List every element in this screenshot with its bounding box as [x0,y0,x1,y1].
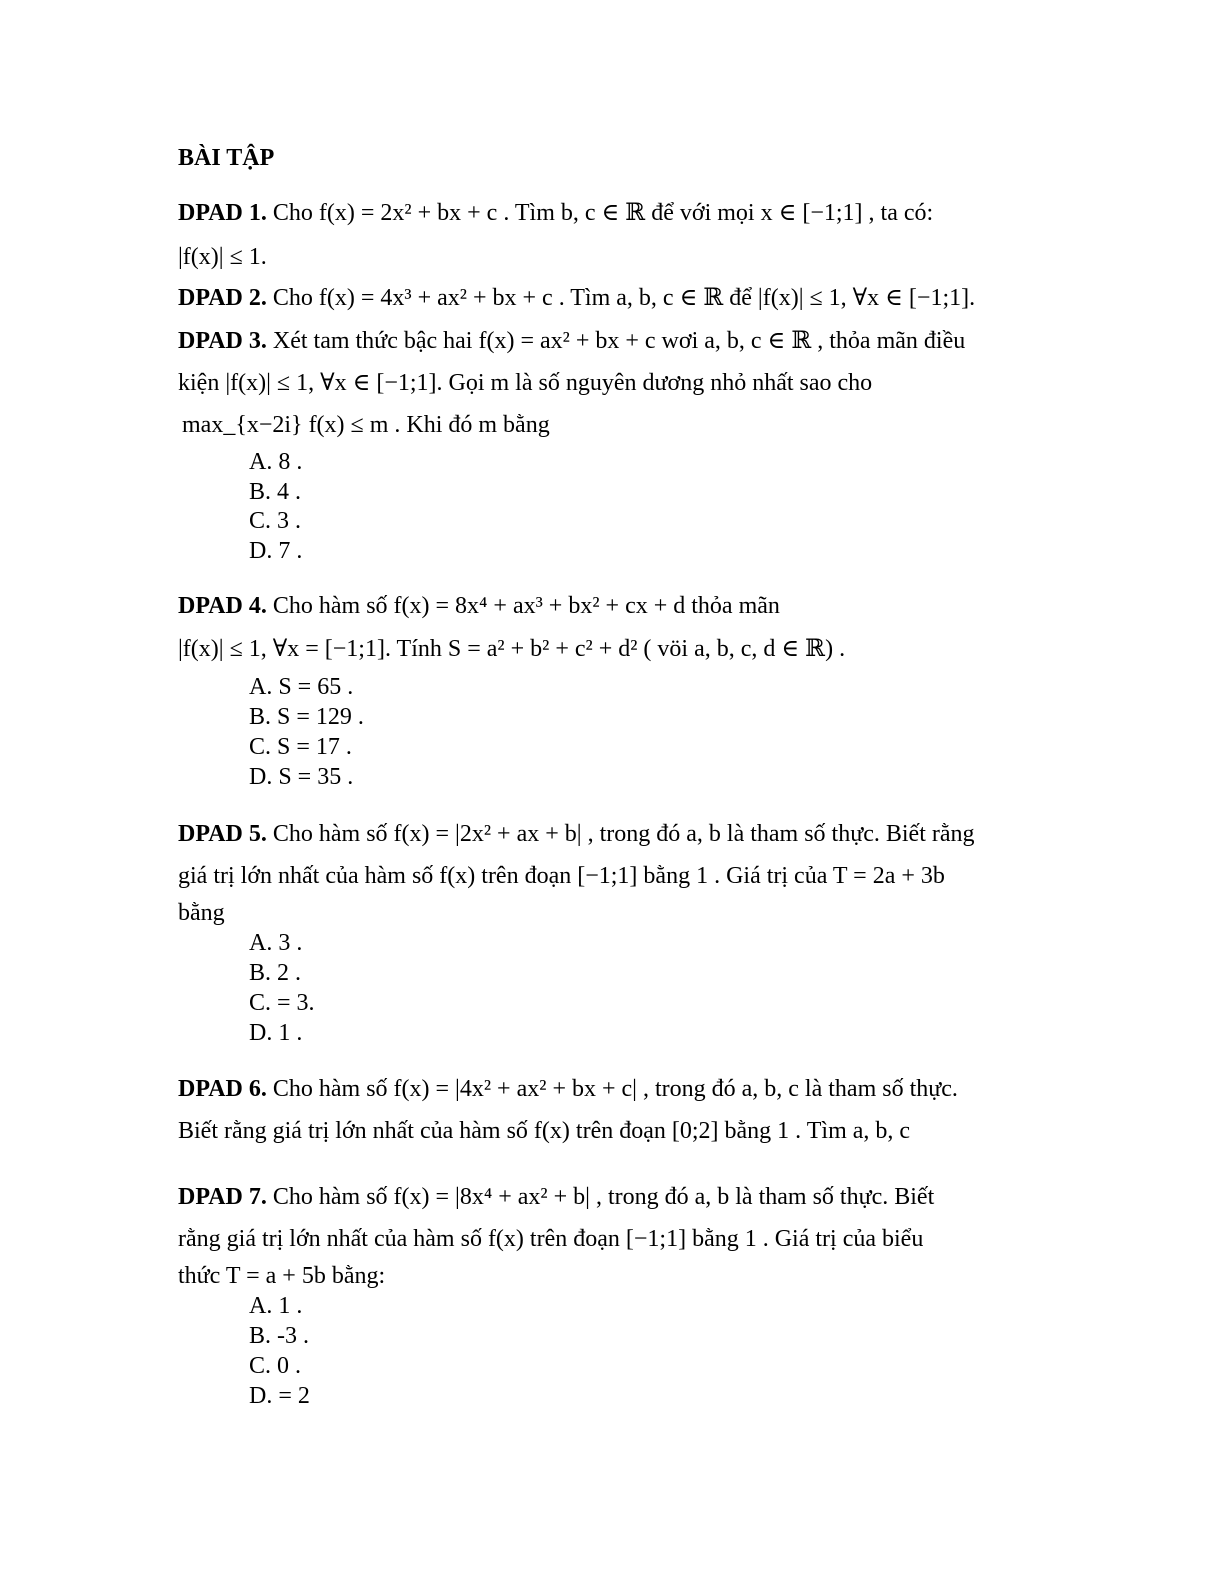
problem-5-text-1: Cho hàm số f(x) = |2x² + ax + b| , trong đó a, b là tham số thực. Biết rằng [272,821,975,847]
problem-5-line-2: giá trị lớn nhất của hàm số f(x) trên đoạn [−1;1] bằng 1 . Giá trị của T = 2a + 3b [178,863,945,889]
problem-6-line-1 [178,1074,958,1104]
problem-4-option-a: A. S = 65 . [249,674,354,700]
problem-6-line-2: Biết rằng giá trị lớn nhất của hàm số f(x) trên đoạn [0;2] bằng 1 . Tìm a, b, c [178,1118,911,1144]
section-title: BÀI TẬP [178,145,275,171]
problem-3-label: DPAD 3. [178,328,267,354]
problem-5-option-d: D. 1 . [249,1020,303,1046]
problem-2-line-1 [178,283,975,313]
problem-6-label: DPAD 6. [178,1076,267,1102]
problem-4-line-1 [178,591,780,621]
problem-1-label: DPAD 1. [178,200,267,226]
problem-7-option-d: D. = 2 [249,1383,310,1409]
problem-3-line-2: kiện |f(x)| ≤ 1, ∀x ∈ [−1;1]. Gọi m là số nguyên dương nhỏ nhất sao cho [178,370,873,396]
problem-6-text-1: Cho hàm số f(x) = |4x² + ax² + bx + c| , trong đó a, b, c là tham số thực. [272,1076,958,1102]
problem-1-line-1 [178,198,933,228]
problem-5-option-a: A. 3 . [249,930,303,956]
problem-4-label: DPAD 4. [178,593,267,619]
problem-7-option-c: C. 0 . [249,1353,302,1379]
problem-7-line-1 [178,1182,934,1212]
problem-4-text-1: Cho hàm số f(x) = 8x⁴ + ax³ + bx² + cx + d thỏa mãn [272,593,780,619]
problem-5-line-1 [178,819,975,849]
problem-4-option-b: B. S = 129 . [249,704,364,730]
problem-5-option-b: B. 2 . [249,960,302,986]
problem-3-option-c: C. 3 . [249,508,302,534]
problem-1-text-1: Cho f(x) = 2x² + bx + c . Tìm b, c ∈ ℝ để với mọi x ∈ [−1;1] , ta có: [272,200,934,226]
problem-3-text-1: Xét tam thức bậc hai f(x) = ax² + bx + c wơi a, b, c ∈ ℝ , thỏa mãn điều [272,328,966,354]
problem-3-option-a: A. 8 . [249,449,303,475]
problem-5-option-c: C. = 3. [249,990,315,1016]
problem-5-line-3: bằng [178,900,225,926]
problem-7-option-a: A. 1 . [249,1293,303,1319]
problem-4-option-d: D. S = 35 . [249,764,354,790]
problem-7-line-3: thức T = a + 5b bằng: [178,1263,386,1289]
problem-2-text-1: Cho f(x) = 4x³ + ax² + bx + c . Tìm a, b, c ∈ ℝ để |f(x)| ≤ 1, ∀x ∈ [−1;1]. [272,285,976,311]
problem-2-label: DPAD 2. [178,285,267,311]
problem-3-option-b: B. 4 . [249,479,302,505]
problem-7-option-b: B. -3 . [249,1323,309,1349]
problem-1-line-2: |f(x)| ≤ 1. [178,244,267,270]
problem-7-text-1: Cho hàm số f(x) = |8x⁴ + ax² + b| , trong đó a, b là tham số thực. Biết [272,1184,935,1210]
problem-5-label: DPAD 5. [178,821,267,847]
problem-7-label: DPAD 7. [178,1184,267,1210]
problem-3-line-3: max_{x−2i} f(x) ≤ m . Khi đó m bằng [182,412,550,438]
problem-4-option-c: C. S = 17 . [249,734,352,760]
problem-4-line-2: |f(x)| ≤ 1, ∀x = [−1;1]. Tính S = a² + b² + c² + d² ( vöi a, b, c, d ∈ ℝ) . [178,636,846,662]
problem-3-option-d: D. 7 . [249,538,303,564]
problem-7-line-2: rằng giá trị lớn nhất của hàm số f(x) trên đoạn [−1;1] bằng 1 . Giá trị của biểu [178,1226,924,1252]
problem-3-line-1 [178,326,965,356]
